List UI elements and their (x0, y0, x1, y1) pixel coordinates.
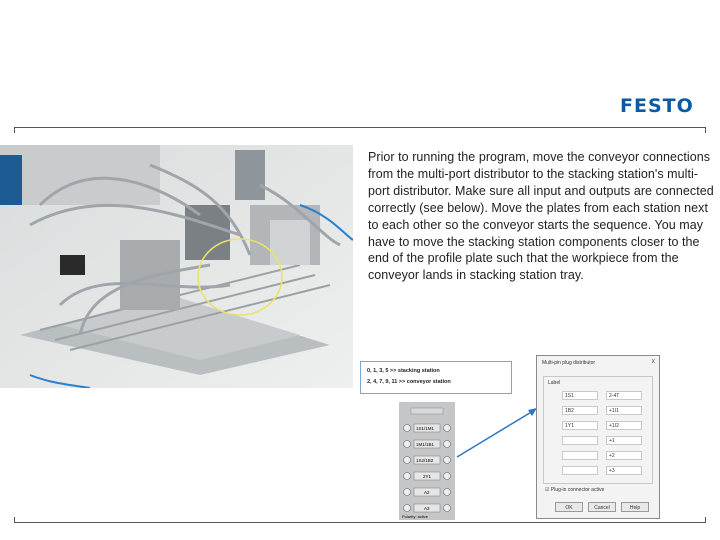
label-field[interactable]: 1B2 (562, 406, 598, 415)
label-field[interactable]: 1Y1 (562, 421, 598, 430)
label-field[interactable]: 2-4T (606, 391, 642, 400)
legend-line-stacking: 0, 1, 3, 5 >> stacking station (367, 368, 440, 374)
label-group (543, 376, 653, 484)
multi-port-connector (399, 402, 455, 520)
rule-tick (14, 127, 15, 133)
label-field[interactable] (562, 466, 598, 475)
label-field[interactable]: 1S1 (562, 391, 598, 400)
connector-footer: Polarity: active (402, 514, 429, 519)
connector-label: A3 (424, 506, 430, 511)
label-field[interactable]: +1I2 (606, 421, 642, 430)
plug-active-checkbox[interactable] (545, 487, 604, 493)
label-field[interactable] (562, 436, 598, 445)
checkbox-label: Plug-in connector active (550, 487, 605, 493)
station-legend (360, 361, 512, 394)
connector-label: 1M1/1B1 (416, 442, 435, 447)
plug-distributor-dialog (536, 355, 660, 519)
arrow-icon (455, 405, 540, 460)
station-photo (0, 145, 353, 388)
help-button[interactable]: Help (621, 502, 649, 512)
close-icon[interactable]: X (651, 359, 655, 365)
connector-label: 2Y1 (423, 474, 432, 479)
label-field[interactable] (562, 451, 598, 460)
checkbox-icon[interactable]: ☑ (545, 487, 550, 493)
label-field[interactable]: +1I1 (606, 406, 642, 415)
connector-label: A2 (424, 490, 430, 495)
instruction-text: Prior to running the program, move the conveyor connections from the multi-port distributor to the stacking station's multi-port distributor. Make sure all input and outputs are connected correctly (see below). Move the plates from each station next to each other so the conveyor starts the sequence. You may have to move the stacking station components closer to the end of the profile plate such that the workpiece from the conveyor lands in stacking station tray. (368, 150, 714, 283)
legend-line-conveyor: 2, 4, 7, 9, 11 >> conveyor station (367, 379, 451, 385)
connector-label: 1S2/1B2 (416, 458, 434, 463)
festo-logo: FESTO (620, 95, 694, 117)
rule-tick (705, 127, 706, 133)
top-rule (14, 127, 706, 128)
group-label: Label (548, 380, 561, 386)
dialog-title: Multi-pin plug distributor (542, 360, 596, 366)
label-field[interactable]: +3 (606, 466, 642, 475)
rule-tick (14, 517, 15, 523)
label-field[interactable]: +2 (606, 451, 642, 460)
bottom-rule (14, 522, 706, 523)
label-field[interactable]: +1 (606, 436, 642, 445)
cancel-button[interactable]: Cancel (588, 502, 616, 512)
ok-button[interactable]: OK (555, 502, 583, 512)
connector-label: 1S1/1M1 (416, 426, 435, 431)
rule-tick (705, 517, 706, 523)
